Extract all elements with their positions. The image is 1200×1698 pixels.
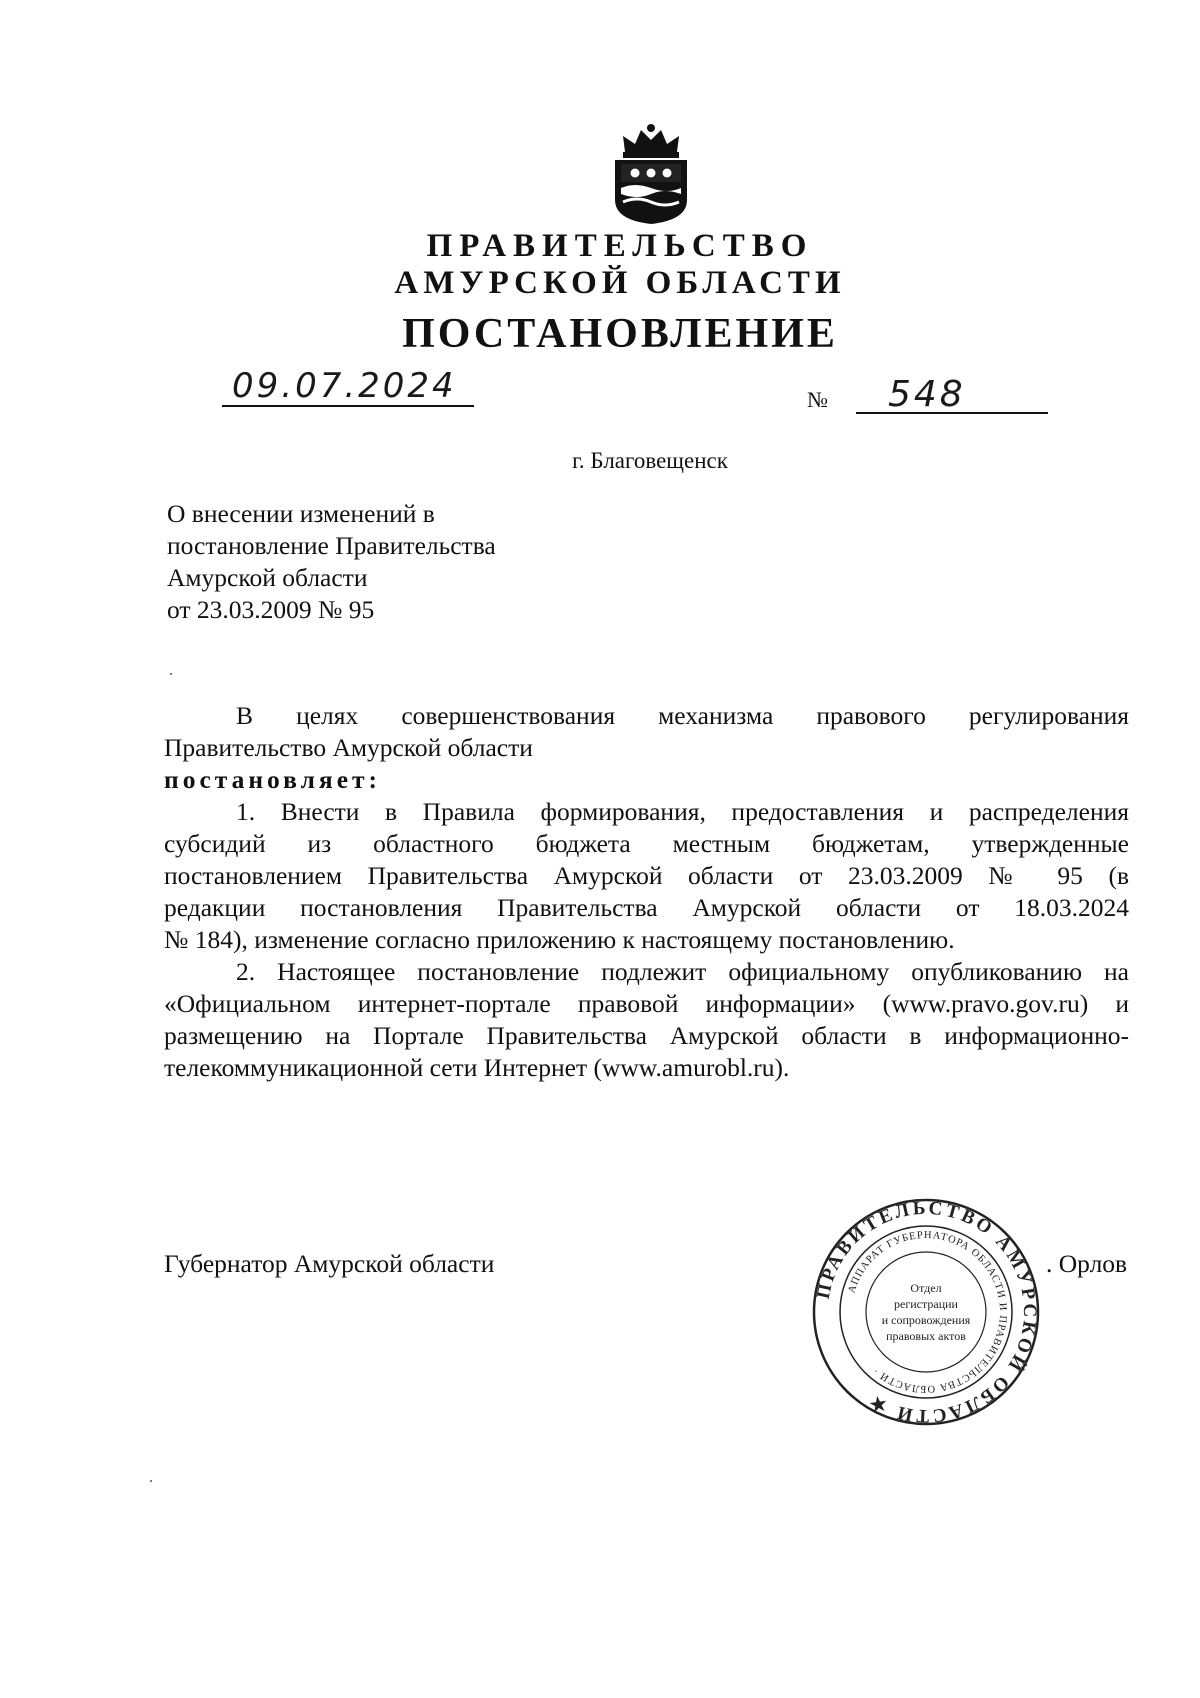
signatory-name: . Орлов [1046, 1249, 1128, 1278]
body-line: телекоммуникационной сети Интернет (www.amurobl.ru). [164, 1053, 790, 1082]
official-stamp [811, 1197, 1041, 1427]
svg-text:АППАРАТ ГУБЕРНАТОРА ОБЛАСТИ И: АППАРАТ ГУБЕРНАТОРА ОБЛАСТИ И ПРАВИТЕЛЬСТВА ОБЛАСТИ · [846, 1229, 1009, 1395]
svg-text:регистрации: регистрации [894, 1297, 958, 1311]
signatory-title: Губернатор Амурской области [164, 1249, 495, 1278]
coat-of-arms-icon [605, 122, 697, 226]
body-line: В целях совершенствования механизма правового регулирования [236, 701, 1129, 730]
svg-text:правовых актов: правовых актов [886, 1329, 966, 1343]
subject-line: Амурской области [167, 563, 368, 592]
handwritten-date: 09.07.2024 [232, 366, 457, 406]
body-line: постановлением Правительства Амурской области от 23.03.2009 № 95 (в [164, 861, 1129, 890]
resolves-word: постановляет: [164, 765, 382, 794]
scan-speck [170, 673, 172, 675]
body-line: «Официальном интернет-портале правовой информации» (www.pravo.gov.ru) и [164, 989, 1129, 1018]
body-line: 2. Настоящее постановление подлежит официальному опубликованию на [236, 957, 1129, 986]
body-line: субсидий из областного бюджета местным бюджетам, утвержденные [164, 829, 1129, 858]
body-line: 1. Внести в Правила формирования, предоставления и распределения [236, 797, 1129, 826]
handwritten-document-number: 548 [888, 374, 966, 415]
number-sign: № [807, 387, 828, 412]
svg-text:ПРАВИТЕЛЬСТВО АМУРСКОЙ ОБЛАСТИ: ПРАВИТЕЛЬСТВО АМУРСКОЙ ОБЛАСТИ ★ [812, 1197, 1041, 1427]
svg-text:Отдел: Отдел [910, 1281, 942, 1295]
document-type-title: ПОСТАНОВЛЕНИЕ [402, 311, 838, 357]
organization-name-line1: ПРАВИТЕЛЬСТВО [426, 228, 814, 264]
subject-line: от 23.03.2009 № 95 [167, 595, 375, 624]
body-line: № 184), изменение согласно приложению к настоящему постановлению. [164, 925, 955, 954]
body-line: размещению на Портале Правительства Амурской области в информационно- [164, 1021, 1129, 1050]
organization-name-line2: АМУРСКОЙ ОБЛАСТИ [394, 265, 846, 301]
date-underline [222, 405, 474, 407]
body-line: редакции постановления Правительства Амурской области от 18.03.2024 [164, 893, 1129, 922]
number-underline [856, 412, 1048, 414]
subject-block [167, 498, 587, 626]
subject-line: постановление Правительства [167, 531, 496, 560]
body-line: Правительство Амурской области [164, 733, 533, 762]
svg-text:и сопровождения: и сопровождения [881, 1313, 971, 1327]
city-line: г. Благовещенск [572, 448, 728, 473]
document-body [164, 700, 1129, 1084]
subject-line: О внесении изменений в [167, 499, 435, 528]
scan-speck [150, 1480, 152, 1482]
